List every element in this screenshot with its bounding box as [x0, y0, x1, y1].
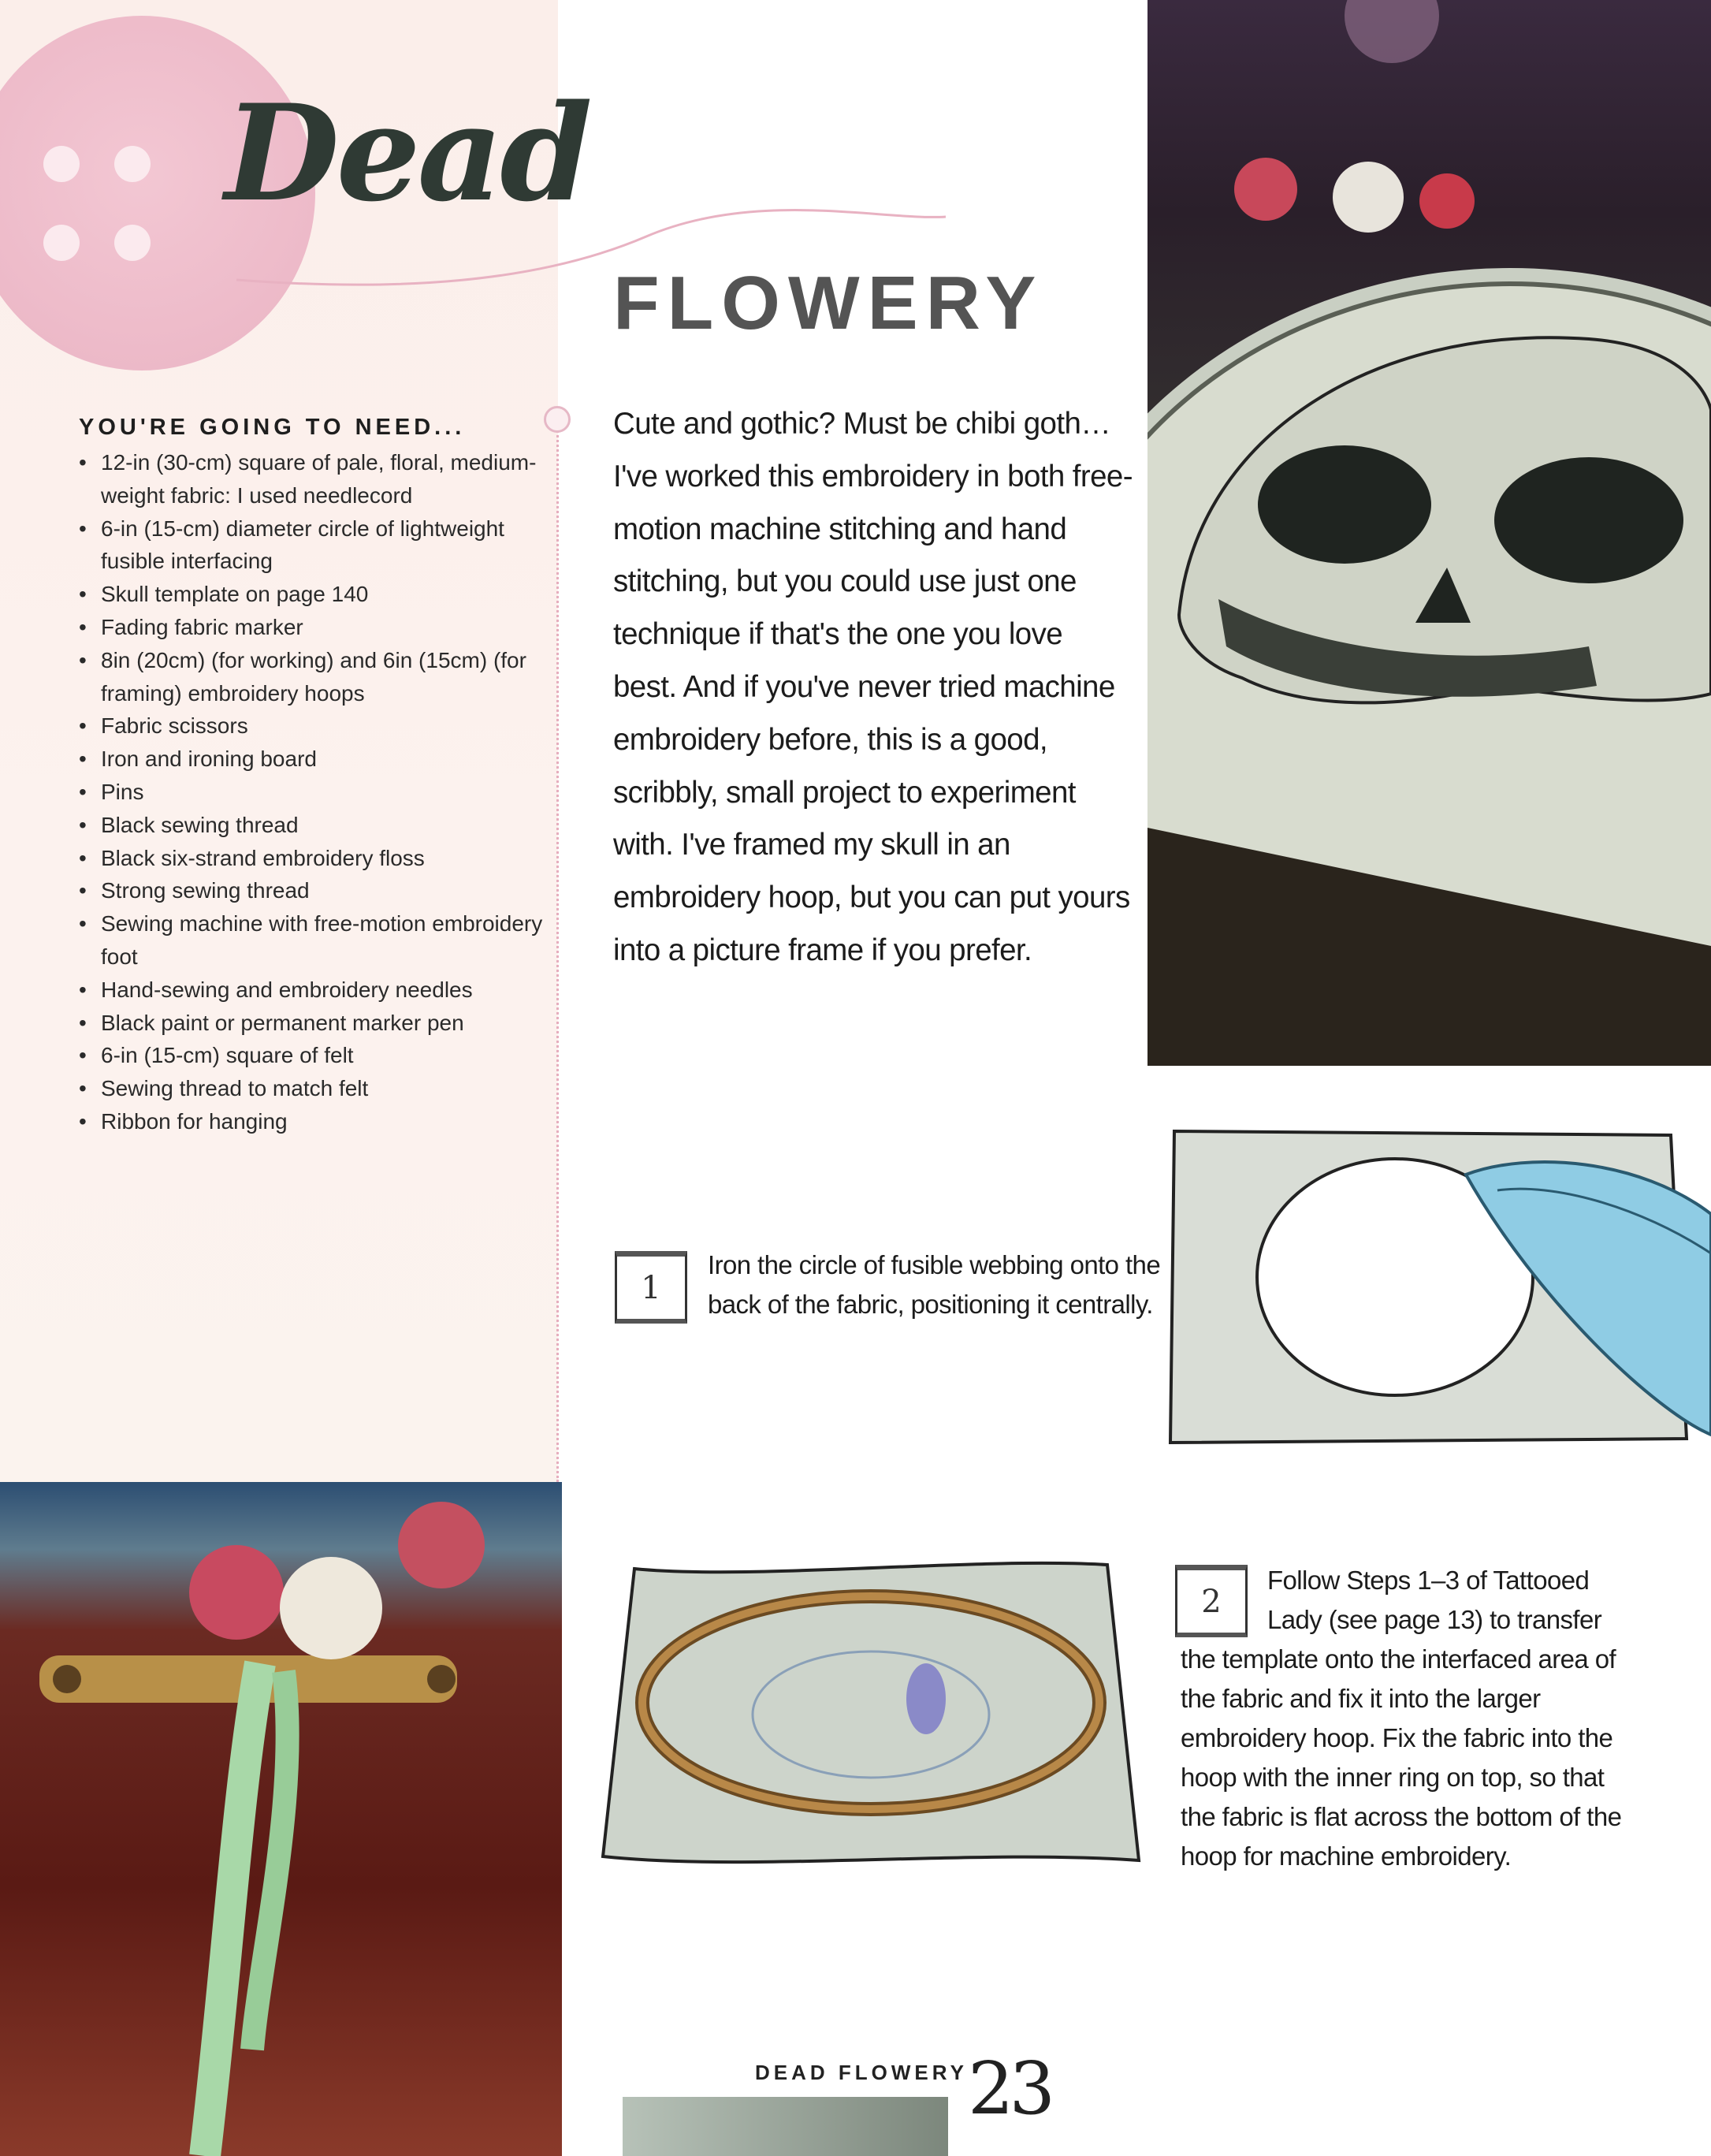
list-item: • Strong sewing thread — [79, 874, 544, 907]
materials-heading: YOU'RE GOING TO NEED... — [79, 415, 466, 440]
list-item: • 8in (20cm) (for working) and 6in (15cm) (for framing) embroidery hoops — [79, 644, 544, 710]
step-1-text: Iron the circle of fusible webbing onto the back of the fabric, positioning it centrally. — [708, 1250, 1161, 1319]
list-item: • Iron and ironing board — [79, 743, 544, 776]
list-item: • Fabric scissors — [79, 709, 544, 743]
materials-list — [79, 446, 544, 1138]
step-1-number-badge: 1 — [615, 1251, 687, 1324]
list-item: • Ribbon for hanging — [79, 1105, 544, 1138]
step-2-text: the template onto the interfaced area of the fabric and fix it into the larger embroidery hoop. Fix the fabric into the hoop with the inner ring on top, so that the fabric is flat across the bottom of the hoop for machine embroidery. — [1181, 1644, 1622, 1871]
list-item: • 6-in (15-cm) diameter circle of lightweight fusible interfacing — [79, 512, 544, 579]
list-item: • Skull template on page 140 — [79, 578, 544, 611]
page-number: 23 — [968, 2046, 1051, 2131]
list-item: • Fading fabric marker — [79, 611, 544, 644]
list-item: • Sewing machine with free-motion embroidery foot — [79, 907, 544, 974]
step-1-ironing-illustration — [1166, 1127, 1711, 1450]
step-2-number-badge: 2 — [1175, 1565, 1248, 1637]
button-hole — [43, 225, 80, 261]
list-item: • 12-in (30-cm) square of pale, floral, medium-weight fabric: I used needlecord — [79, 446, 544, 512]
intro-paragraph: Cute and gothic? Must be chibi goth… I've worked this embroidery in both free-motion machine stitching and hand stitching, but you could use just one technique if that's the one you love best. And if you've never tried machine embroidery before, this is a good, scribbly, small project to experiment with. I've framed my skull in an embroidery hoop, but you can put yours into a picture frame if you prefer. — [613, 407, 1133, 967]
title-dead: Dead — [225, 75, 590, 231]
running-footer-title: DEAD FLOWERY — [755, 2061, 968, 2084]
list-item: • Pins — [79, 776, 544, 809]
list-item: • Sewing thread to match felt — [79, 1072, 544, 1105]
list-item: • Hand-sewing and embroidery needles — [79, 974, 544, 1007]
button-hole — [114, 146, 151, 182]
skull-embroidery-photo — [1147, 0, 1711, 1066]
list-item: • Black sewing thread — [79, 809, 544, 842]
title-flowery: FLOWERY — [613, 261, 1044, 345]
ribbon-flowers-photo — [0, 1482, 562, 2156]
step-2-hoop-illustration — [595, 1557, 1147, 1872]
skull-thumbnail-photo — [623, 2097, 948, 2156]
list-item: • Black six-strand embroidery floss — [79, 842, 544, 875]
list-item: • 6-in (15-cm) square of felt — [79, 1039, 544, 1072]
list-item: • Black paint or permanent marker pen — [79, 1007, 544, 1040]
dotted-divider — [556, 422, 559, 1482]
divider-ring-ornament — [544, 406, 571, 433]
button-hole — [114, 225, 151, 261]
step-2-text-first: Follow Steps 1–3 of Tattooed Lady (see page 13) to transfer — [1267, 1566, 1602, 1634]
button-hole — [43, 146, 80, 182]
